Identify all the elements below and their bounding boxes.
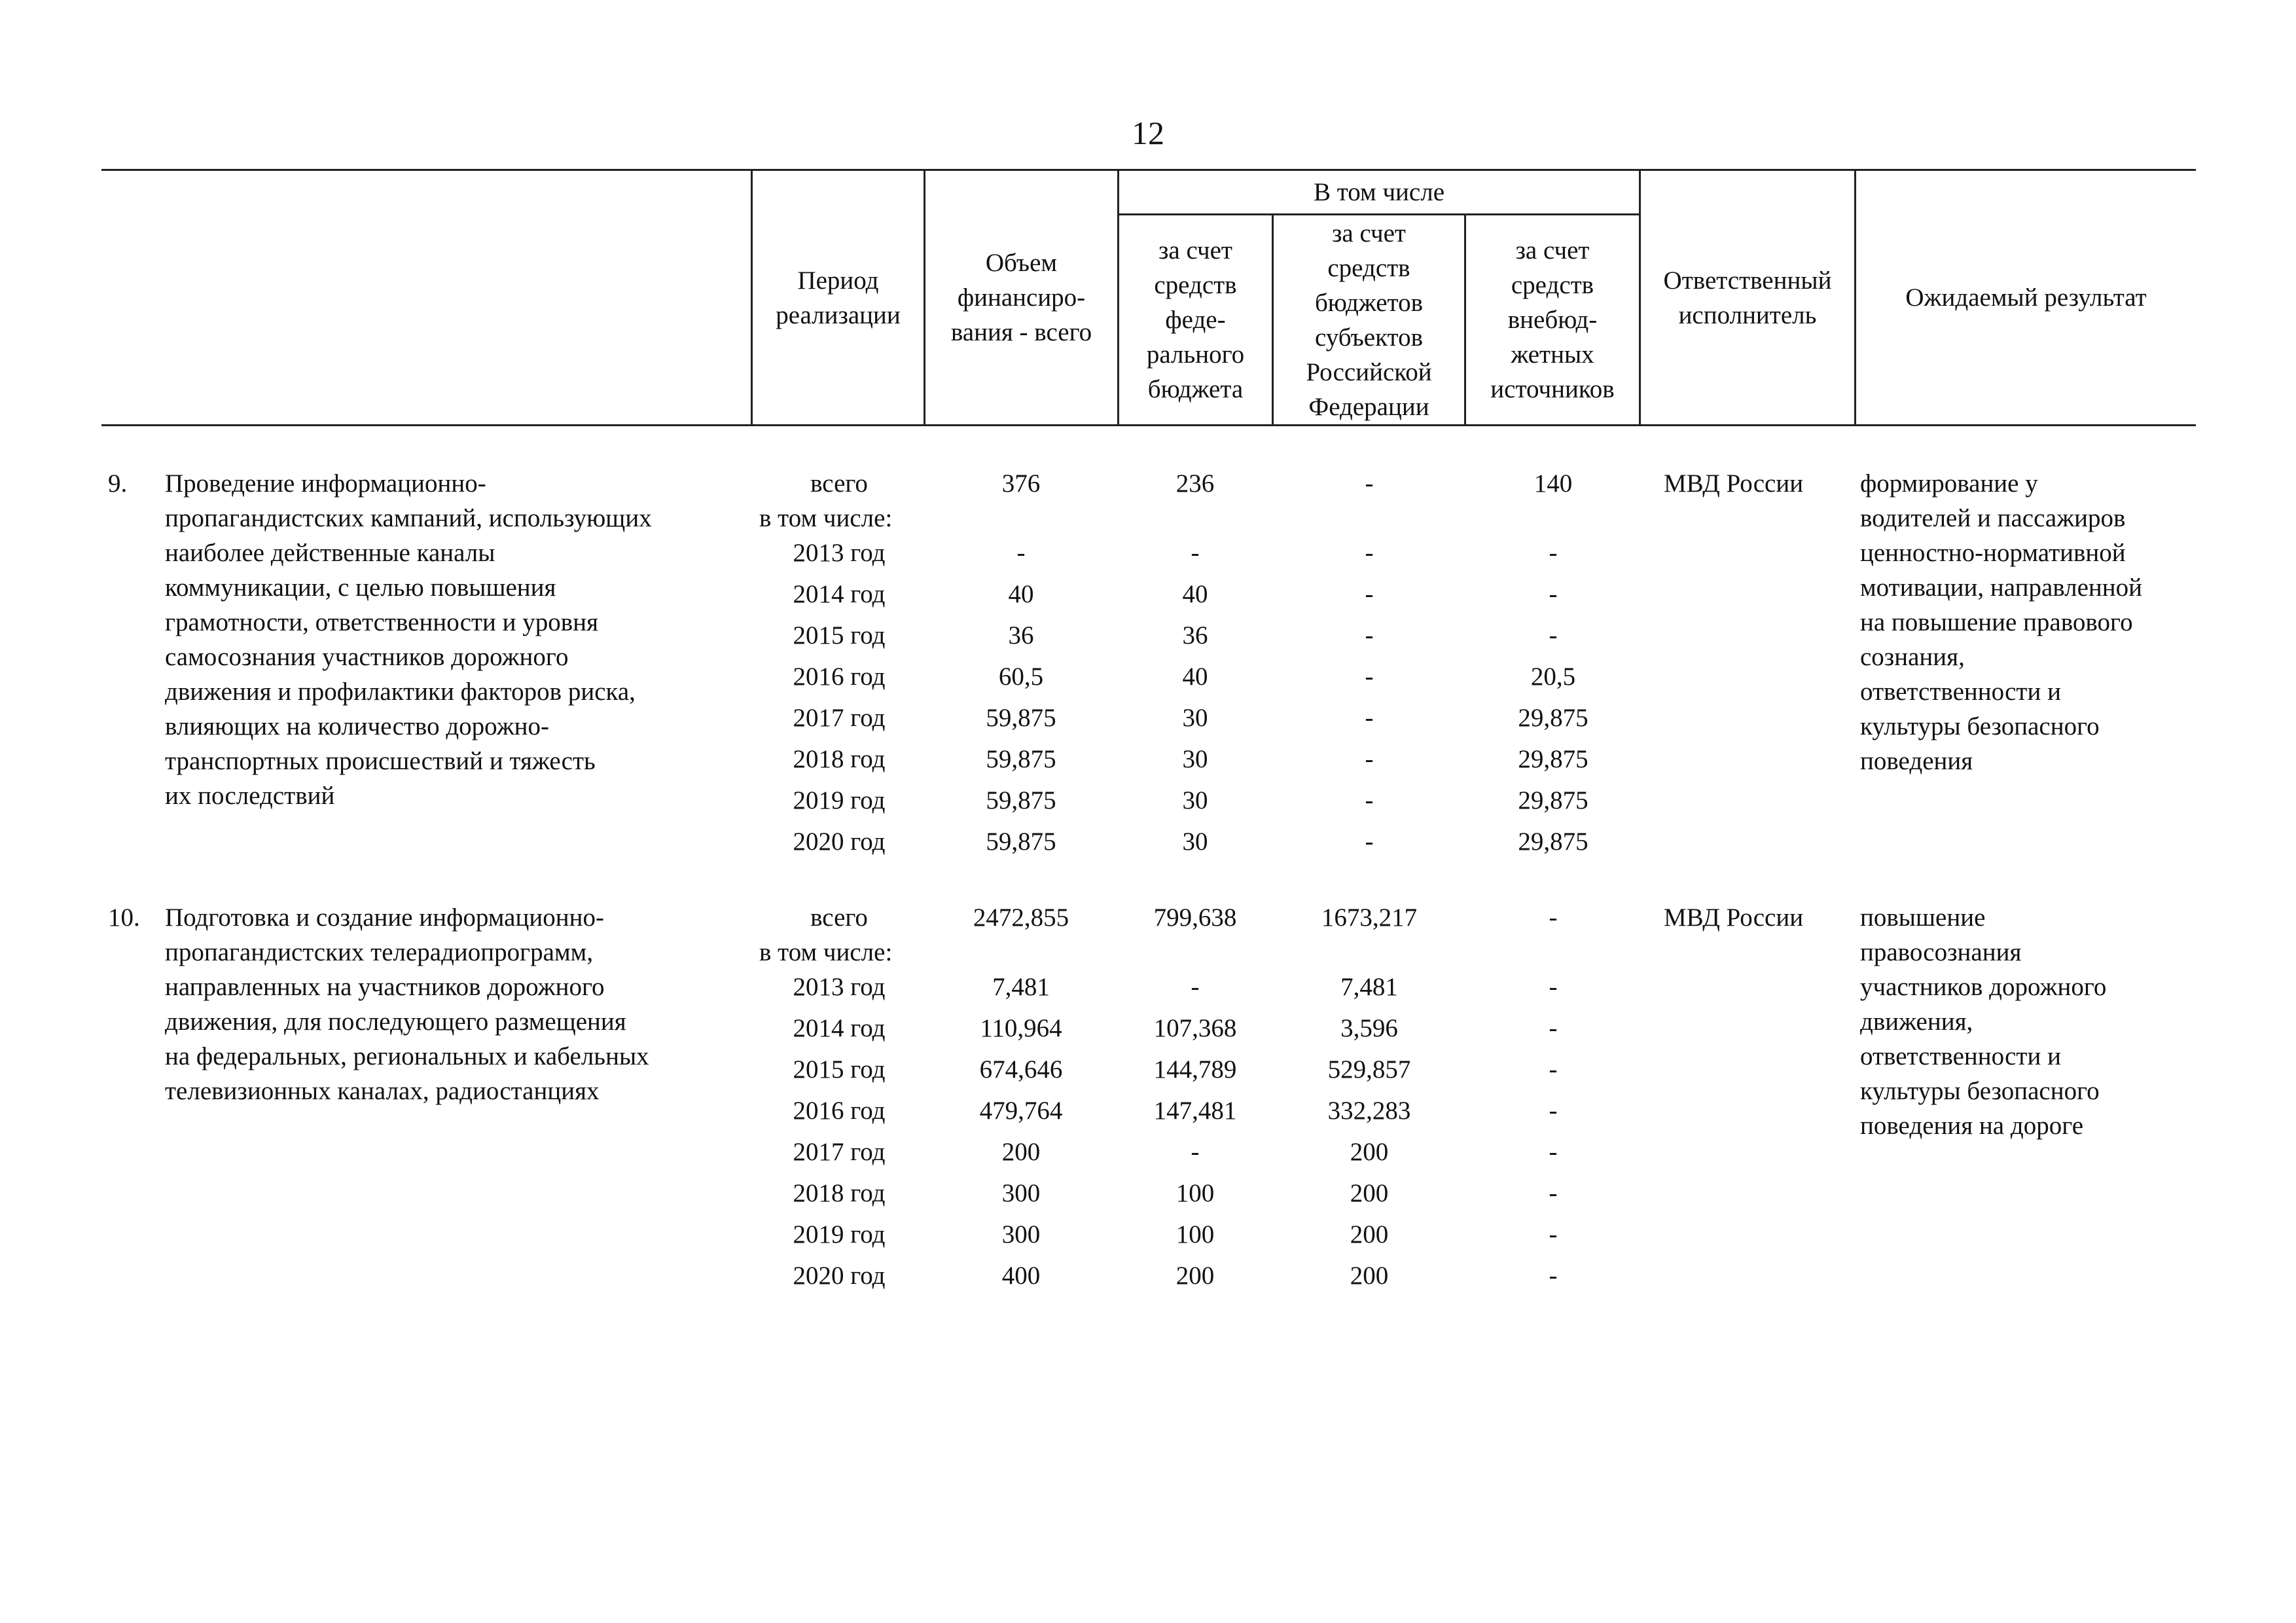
year-volume: 674,646 (979, 1055, 1063, 1084)
year-offbudget: - (1549, 621, 1558, 649)
year-period: 2017 год (793, 1138, 886, 1166)
total-label: всего (810, 469, 868, 498)
year-volume: 400 (1001, 1262, 1041, 1290)
header-executor: Ответственный исполнитель (1663, 266, 1832, 329)
year-federal: 30 (1182, 745, 1208, 773)
year-offbudget: 20,5 (1530, 663, 1576, 691)
year-federal: 147,481 (1153, 1097, 1237, 1125)
year-volume: 300 (1001, 1179, 1041, 1207)
year-offbudget: - (1549, 1138, 1558, 1166)
year-federal: - (1191, 973, 1200, 1001)
expected-result: повышение правосознания участников дорожного движения, ответственности и культуры безопасного поведения на дороге (1860, 903, 2107, 1140)
executor: МВД России (1664, 903, 1804, 932)
total-label: всего (810, 903, 868, 932)
year-volume: 200 (1001, 1138, 1041, 1166)
year-federal: 36 (1182, 621, 1208, 649)
header-including: В том числе (1313, 178, 1445, 206)
year-federal: - (1191, 539, 1200, 567)
total-offbudget: - (1549, 903, 1558, 932)
total-regional: - (1365, 469, 1374, 498)
year-volume: 479,764 (979, 1097, 1063, 1125)
header-volume: Объем финансиро- вания - всего (950, 249, 1092, 346)
year-regional: - (1365, 621, 1374, 649)
year-volume: 60,5 (998, 663, 1044, 691)
expected-result: формирование у водителей и пассажиров ценностно-нормативной мотивации, направленной на повышение правового сознания, ответственности и культуры безопасного поведения (1860, 469, 2143, 775)
year-offbudget: - (1549, 1262, 1558, 1290)
year-period: 2014 год (793, 580, 886, 608)
header-federal: за счет средств феде- рального бюджета (1146, 236, 1245, 403)
year-regional: 200 (1350, 1138, 1389, 1166)
total-regional: 1673,217 (1321, 903, 1418, 932)
year-period: 2015 год (793, 621, 886, 649)
year-period: 2018 год (793, 1179, 886, 1207)
year-volume: 59,875 (986, 786, 1056, 814)
year-period: 2020 год (793, 1262, 886, 1290)
year-regional: 3,596 (1340, 1014, 1398, 1042)
year-regional: - (1365, 539, 1374, 567)
year-volume: 59,875 (986, 745, 1056, 773)
header-bottom-border (101, 424, 2196, 426)
year-offbudget: 29,875 (1518, 704, 1588, 732)
measure-name: Подготовка и создание информационно- пропагандистских телерадиопрограмм, направленных на участников дорожного движения, для последующего размещения на федеральных, региональных и кабельных телевизионных каналах, радиостанциях (165, 903, 649, 1105)
year-period: 2018 год (793, 745, 886, 773)
year-volume: 59,875 (986, 828, 1056, 856)
year-volume: 7,481 (992, 973, 1050, 1001)
year-offbudget: 29,875 (1518, 828, 1588, 856)
header-regional: за счет средств бюджетов субъектов Российской Федерации (1306, 219, 1432, 421)
year-period: 2017 год (793, 704, 886, 732)
year-federal: 30 (1182, 828, 1208, 856)
year-federal: 107,368 (1153, 1014, 1237, 1042)
year-period: 2013 год (793, 539, 886, 567)
measure-name: Проведение информационно- пропагандистских кампаний, использующих наиболее действенные каналы коммуникации, с целью повышения грамотности, ответственности и уровня самосознания участников дорожного движения и профилактики факторов риска, влияющих на количество дорожно- транспортных происшествий и тяжесть их последствий (165, 469, 652, 810)
year-offbudget: - (1549, 580, 1558, 608)
year-offbudget: 29,875 (1518, 745, 1588, 773)
year-volume: 40 (1008, 580, 1034, 608)
year-regional: 332,283 (1327, 1097, 1411, 1125)
year-offbudget: 29,875 (1518, 786, 1588, 814)
total-volume: 376 (1001, 469, 1041, 498)
page-number: 12 (1132, 115, 1164, 151)
year-federal: 40 (1182, 663, 1208, 691)
year-regional: - (1365, 828, 1374, 856)
year-regional: 200 (1350, 1179, 1389, 1207)
year-volume: 59,875 (986, 704, 1056, 732)
year-offbudget: - (1549, 1179, 1558, 1207)
year-federal: 40 (1182, 580, 1208, 608)
year-regional: 200 (1350, 1262, 1389, 1290)
total-federal: 799,638 (1153, 903, 1237, 932)
year-offbudget: - (1549, 1097, 1558, 1125)
year-federal: 100 (1175, 1220, 1215, 1249)
year-period: 2015 год (793, 1055, 886, 1084)
year-period: 2013 год (793, 973, 886, 1001)
row-number: 10. (108, 903, 140, 932)
year-regional: 7,481 (1340, 973, 1398, 1001)
year-volume: - (1016, 539, 1026, 567)
year-federal: - (1191, 1138, 1200, 1166)
year-volume: 110,964 (980, 1014, 1062, 1042)
year-offbudget: - (1549, 1055, 1558, 1084)
total-offbudget: 140 (1534, 469, 1573, 498)
year-regional: - (1365, 580, 1374, 608)
year-federal: 30 (1182, 704, 1208, 732)
year-period: 2014 год (793, 1014, 886, 1042)
year-federal: 30 (1182, 786, 1208, 814)
year-federal: 200 (1175, 1262, 1215, 1290)
year-offbudget: - (1549, 973, 1558, 1001)
header-result: Ожидаемый результат (1905, 283, 2147, 312)
header-period: Период реализации (776, 266, 901, 329)
executor: МВД России (1664, 469, 1804, 498)
year-regional: 200 (1350, 1220, 1389, 1249)
year-offbudget: - (1549, 1014, 1558, 1042)
total-volume: 2472,855 (973, 903, 1069, 932)
total-federal: 236 (1175, 469, 1215, 498)
header-offbudget: за счет средств внебюд- жетных источников (1490, 236, 1615, 403)
year-period: 2020 год (793, 828, 886, 856)
year-regional: - (1365, 786, 1374, 814)
year-offbudget: - (1549, 539, 1558, 567)
year-period: 2016 год (793, 1097, 886, 1125)
year-regional: - (1365, 704, 1374, 732)
row-number: 9. (108, 469, 128, 498)
year-federal: 100 (1175, 1179, 1215, 1207)
year-regional: 529,857 (1327, 1055, 1411, 1084)
year-period: 2016 год (793, 663, 886, 691)
year-regional: - (1365, 745, 1374, 773)
including-label: в том числе: (759, 938, 893, 966)
including-label: в том числе: (759, 504, 893, 532)
year-volume: 36 (1008, 621, 1034, 649)
year-federal: 144,789 (1153, 1055, 1237, 1084)
year-offbudget: - (1549, 1220, 1558, 1249)
year-regional: - (1365, 663, 1374, 691)
year-volume: 300 (1001, 1220, 1041, 1249)
year-period: 2019 год (793, 1220, 886, 1249)
year-period: 2019 год (793, 786, 886, 814)
